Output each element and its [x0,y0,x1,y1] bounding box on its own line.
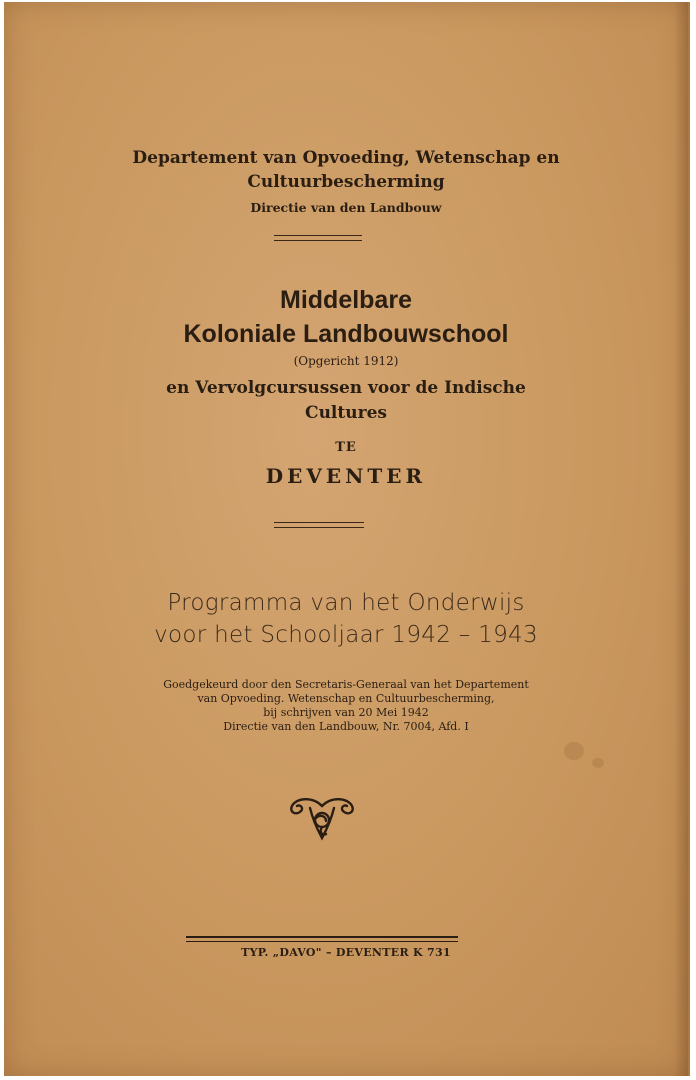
divider-rule [274,235,362,241]
approval-line-4: Directie van den Landbouw, Nr. 7004, Afd. I [223,720,469,733]
title-line-2: Koloniale Landbouwschool [183,320,509,348]
department-line-2: Cultuurbescherming [247,172,445,192]
subtitle-line-1: en Vervolgcursussen voor de Indische [166,378,526,398]
approval-line-1: Goedgekeurd door den Secretaris-Generaal van het Departement [163,678,529,691]
city-name: DEVENTER [265,464,427,488]
title-line-1: Middelbare [280,286,412,314]
printer-imprint: TYP. „DAVO" – DEVENTER K 731 [241,946,451,959]
celtic-knot-ornament-icon [286,794,358,842]
footer-rule [186,936,458,942]
te-word: TE [335,440,357,455]
subtitle-line-2: Cultures [305,403,387,423]
founded-note: (Opgericht 1912) [293,354,399,368]
paper-stain [564,742,584,760]
programme-title-line-2: voor het Schooljaar 1942 – 1943 [154,622,538,648]
approval-line-2: van Opvoeding. Wetenschap en Cultuurbescherming, [197,692,495,705]
department-line-1: Departement van Opvoeding, Wetenschap en [132,148,560,168]
approval-line-3: bij schrijven van 20 Mei 1942 [263,706,429,719]
paper-stain [592,758,604,768]
programme-title-line-1: Programma van het Onderwijs [167,590,525,616]
divider-rule [274,522,364,528]
document-page [4,2,690,1076]
directie-line: Directie van den Landbouw [250,200,442,215]
